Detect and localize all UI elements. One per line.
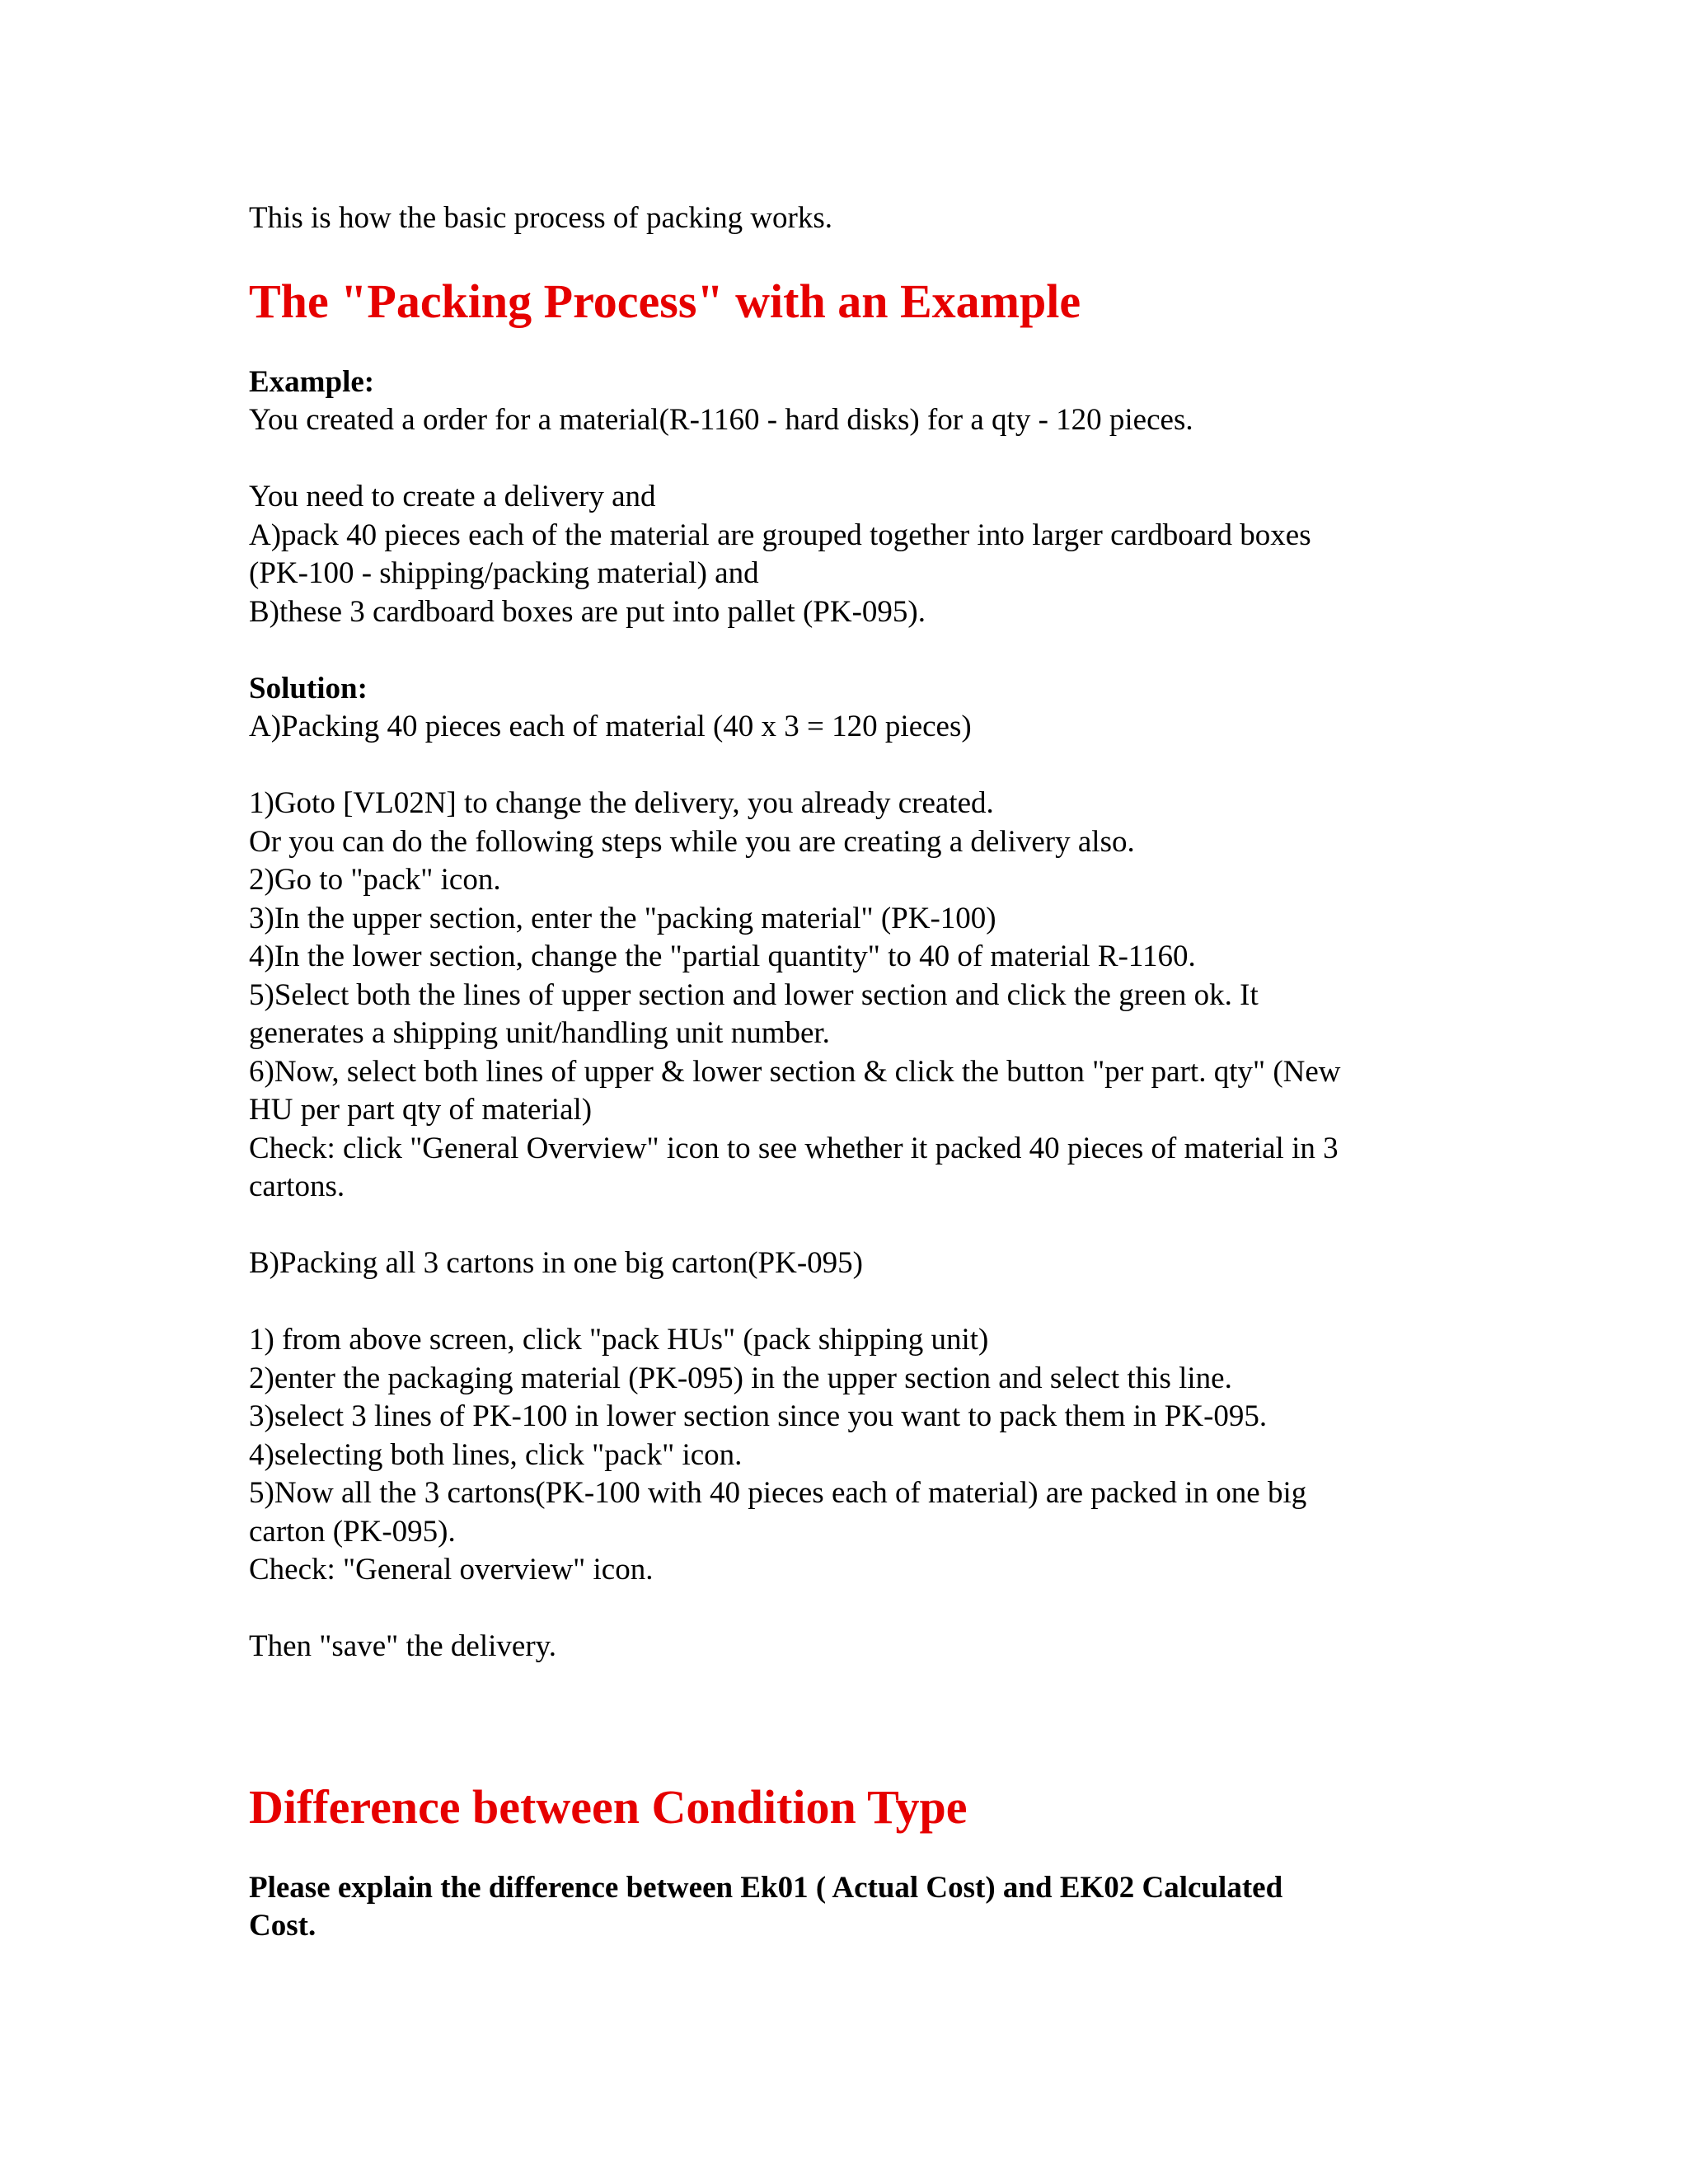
step-a-line: Or you can do the following steps while you are creating a delivery also. bbox=[249, 824, 1135, 859]
task-line: B)these 3 cardboard boxes are put into pallet (PK-095). bbox=[249, 594, 926, 629]
question-line: Please explain the difference between Ek01 ( Actual Cost) and EK02 Calculated bbox=[249, 1870, 1283, 1905]
step-a-line: 1)Goto [VL02N] to change the delivery, you already created. bbox=[249, 786, 994, 820]
step-a-line: Check: click "General Overview" icon to see whether it packed 40 pieces of material in 3 bbox=[249, 1131, 1339, 1165]
document-page bbox=[249, 199, 1452, 1946]
step-a-line: 6)Now, select both lines of upper & lower section & click the button "per part. qty" (New bbox=[249, 1054, 1341, 1089]
task-line: You need to create a delivery and bbox=[249, 480, 656, 513]
step-b-line: carton (PK-095). bbox=[249, 1514, 456, 1549]
step-b-line: 1) from above screen, click "pack HUs" (pack shipping unit) bbox=[249, 1323, 989, 1357]
step-b-line: 5)Now all the 3 cartons(PK-100 with 40 pieces each of material) are packed in one big bbox=[249, 1476, 1307, 1510]
step-a-line: HU per part qty of material) bbox=[249, 1093, 593, 1127]
step-a-line: 2)Go to "pack" icon. bbox=[249, 863, 501, 897]
intro-text: This is how the basic process of packing works. bbox=[249, 201, 833, 235]
solution-a-title: A)Packing 40 pieces each of material (40 x 3 = 120 pieces) bbox=[249, 710, 972, 743]
step-b-line: 4)selecting both lines, click "pack" icon. bbox=[249, 1437, 743, 1472]
example-label: Example: bbox=[249, 364, 375, 399]
step-a-line: 3)In the upper section, enter the "packing material" (PK-100) bbox=[249, 901, 996, 935]
packing-process-heading: The "Packing Process" with an Example bbox=[249, 274, 1081, 328]
step-b-line: 3)select 3 lines of PK-100 in lower section since you want to pack them in PK-095. bbox=[249, 1399, 1268, 1433]
solution-label: Solution: bbox=[249, 671, 368, 705]
example-line: You created a order for a material(R-1160 - hard disks) for a qty - 120 pieces. bbox=[249, 403, 1193, 437]
question-line: Cost. bbox=[249, 1909, 316, 1943]
step-b-line: Check: "General overview" icon. bbox=[249, 1553, 654, 1586]
solution-b-title: B)Packing all 3 cartons in one big carton(PK-095) bbox=[249, 1246, 863, 1280]
task-line: (PK-100 - shipping/packing material) and bbox=[249, 556, 759, 590]
condition-type-heading: Difference between Condition Type bbox=[249, 1779, 968, 1834]
step-b-line: 2)enter the packaging material (PK-095) in the upper section and select this line. bbox=[249, 1361, 1232, 1395]
step-a-line: 4)In the lower section, change the "partial quantity" to 40 of material R-1160. bbox=[249, 940, 1196, 973]
step-a-line: cartons. bbox=[249, 1169, 345, 1203]
step-a-line: generates a shipping unit/handling unit number. bbox=[249, 1016, 830, 1050]
task-line: A)pack 40 pieces each of the material are grouped together into larger cardboard boxes bbox=[249, 518, 1311, 552]
step-a-line: 5)Select both the lines of upper section and lower section and click the green ok. It bbox=[249, 977, 1259, 1012]
closing-text: Then "save" the delivery. bbox=[249, 1629, 556, 1663]
